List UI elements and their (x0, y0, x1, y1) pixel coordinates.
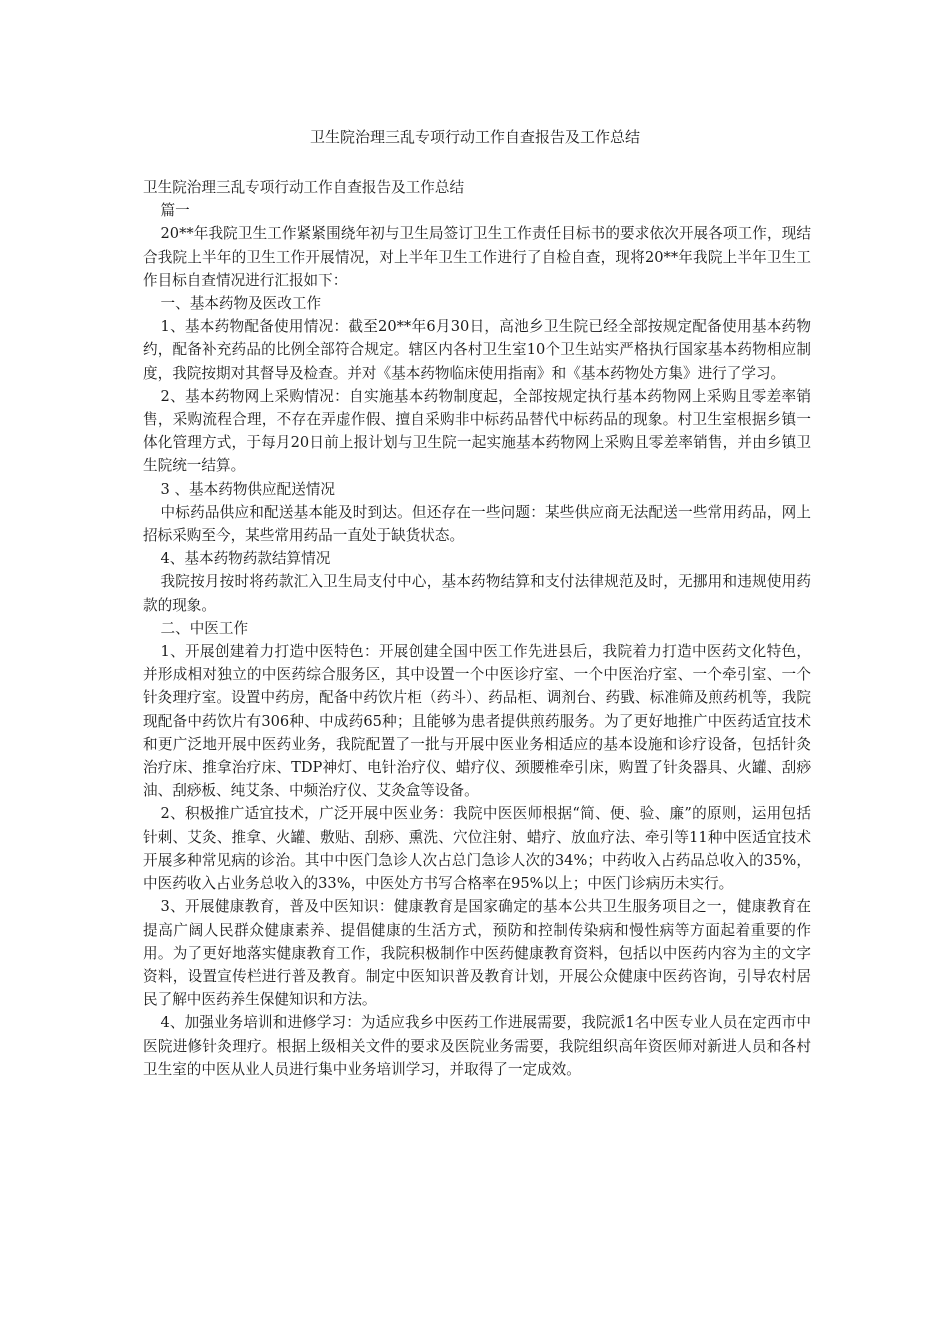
paragraph-1-4: 我院按月按时将药款汇入卫生局支付中心，基本药物结算和支付法律规范及时，无挪用和违规使用药款的现象。 (143, 573, 811, 614)
paragraph-section-label: 篇一 (160, 202, 190, 220)
paragraph-2-3: 3、开展健康教育，普及中医知识：健康教育是国家确定的基本公共卫生服务项目之一，健康教育在提高广阔人民群众健康素养、提倡健康的生活方式，预防和控制传染病和慢性病等方面起着重要的作用。为了更好地落实健康教育工作，我院积极制作中医药健康教育资料，包括以中医药内容为主的文字资料，设置宣传栏进行普及教育。制定中医知识普及教育计划，开展公众健康中医药咨询，引导农村居民了解中医药养生保健知识和方法。 (143, 898, 811, 1009)
paragraph-1-4-heading: 4、基本药物药款结算情况 (160, 550, 331, 568)
paragraph-1-2: 2、基本药物网上采购情况：自实施基本药物制度起，全部按规定执行基本药物网上采购且零差率销售，采购流程合理，不存在弄虚作假、擅自采购非中标药品替代中标药品的现象。村卫生室根据乡镇一体化管理方式，于每月20日前上报计划与卫生院一起实施基本药物网上采购且零差率销售，并由乡镇卫生院统一结算。 (143, 387, 811, 475)
paragraph-heading-2: 二、中医工作 (160, 619, 249, 637)
paragraph-2-4: 4、加强业务培训和进修学习：为适应我乡中医药工作进展需要，我院派1名中医专业人员在定西市中医院进修针灸理疗。根据上级相关文件的要求及医院业务需要，我院组织高年资医师对新进人员和各村卫生室的中医从业人员进行集中业务培训学习，并取得了一定成效。 (143, 1014, 811, 1078)
paragraph-2-1: 1、开展创建着力打造中医特色：开展创建全国中医工作先进县后，我院着力打造中医药文化特色，并形成相对独立的中医药综合服务区，其中设置一个中医诊疗室、一个中医治疗室、一个牵引室、一个针灸理疗室。设置中药房，配备中药饮片柜（药斗）、药品柜、调剂台、药戥、标准筛及煎药机等，我院现配备中药饮片有306种、中成药65种；且能够为患者提供煎药服务。为了更好地推广中医药适宜技术和更广泛地开展中医药业务，我院配置了一批与开展中医业务相适应的基本设施和诊疗设备，包括针灸治疗床、推拿治疗床、TDP神灯、电针治疗仪、蜡疗仪、颈腰椎牵引床，购置了针灸器具、火罐、刮痧油、刮痧板、纯艾条、中频治疗仪、艾灸盒等设备。 (143, 643, 811, 800)
paragraph-heading: 卫生院治理三乱专项行动工作自查报告及工作总结 (143, 179, 465, 196)
document-body (143, 176, 811, 1081)
paragraph-heading-1: 一、基本药物及医改工作 (160, 295, 322, 313)
paragraph-intro: 20**年我院卫生工作紧紧围绕年初与卫生局签订卫生工作责任目标书的要求依次开展各项工作，现结合我院上半年的卫生工作开展情况，对上半年卫生工作进行了自检自查，现将20**年我院上半年卫生工作目标自查情况进行汇报如下： (143, 225, 811, 289)
document-title: 卫生院治理三乱专项行动工作自查报告及工作总结 (309, 128, 640, 146)
paragraph-2-2: 2、积极推广适宜技术，广泛开展中医业务：我院中医医师根据“简、便、验、廉”的原则，运用包括针刺、艾灸、推拿、火罐、敷贴、刮痧、熏洗、穴位注射、蜡疗、放血疗法、牵引等11种中医适宜技术开展多种常见病的诊治。其中中医门急诊人次占总门急诊人次的34%；中药收入占药品总收入的35%，中医药收入占业务总收入的33%，中医处方书写合格率在95%以上；中医门诊病历未实行。 (143, 805, 811, 893)
paragraph-1-3: 中标药品供应和配送基本能及时到达。但还存在一些问题：某些供应商无法配送一些常用药品，网上招标采购至今，某些常用药品一直处于缺货状态。 (143, 503, 811, 545)
paragraph-1-3-heading: 3 、基本药物供应配送情况 (160, 480, 335, 498)
paragraph-1-1: 1、基本药物配备使用情况：截至20**年6月30日，高池乡卫生院已经全部按规定配备使用基本药物约，配备补充药品的比例全部符合规定。辖区内各村卫生室10个卫生站实严格执行国家基本药物相应制度，我院按期对其督导及检查。并对《基本药物临床使用指南》和《基本药物处方集》进行了学习。 (143, 318, 811, 382)
